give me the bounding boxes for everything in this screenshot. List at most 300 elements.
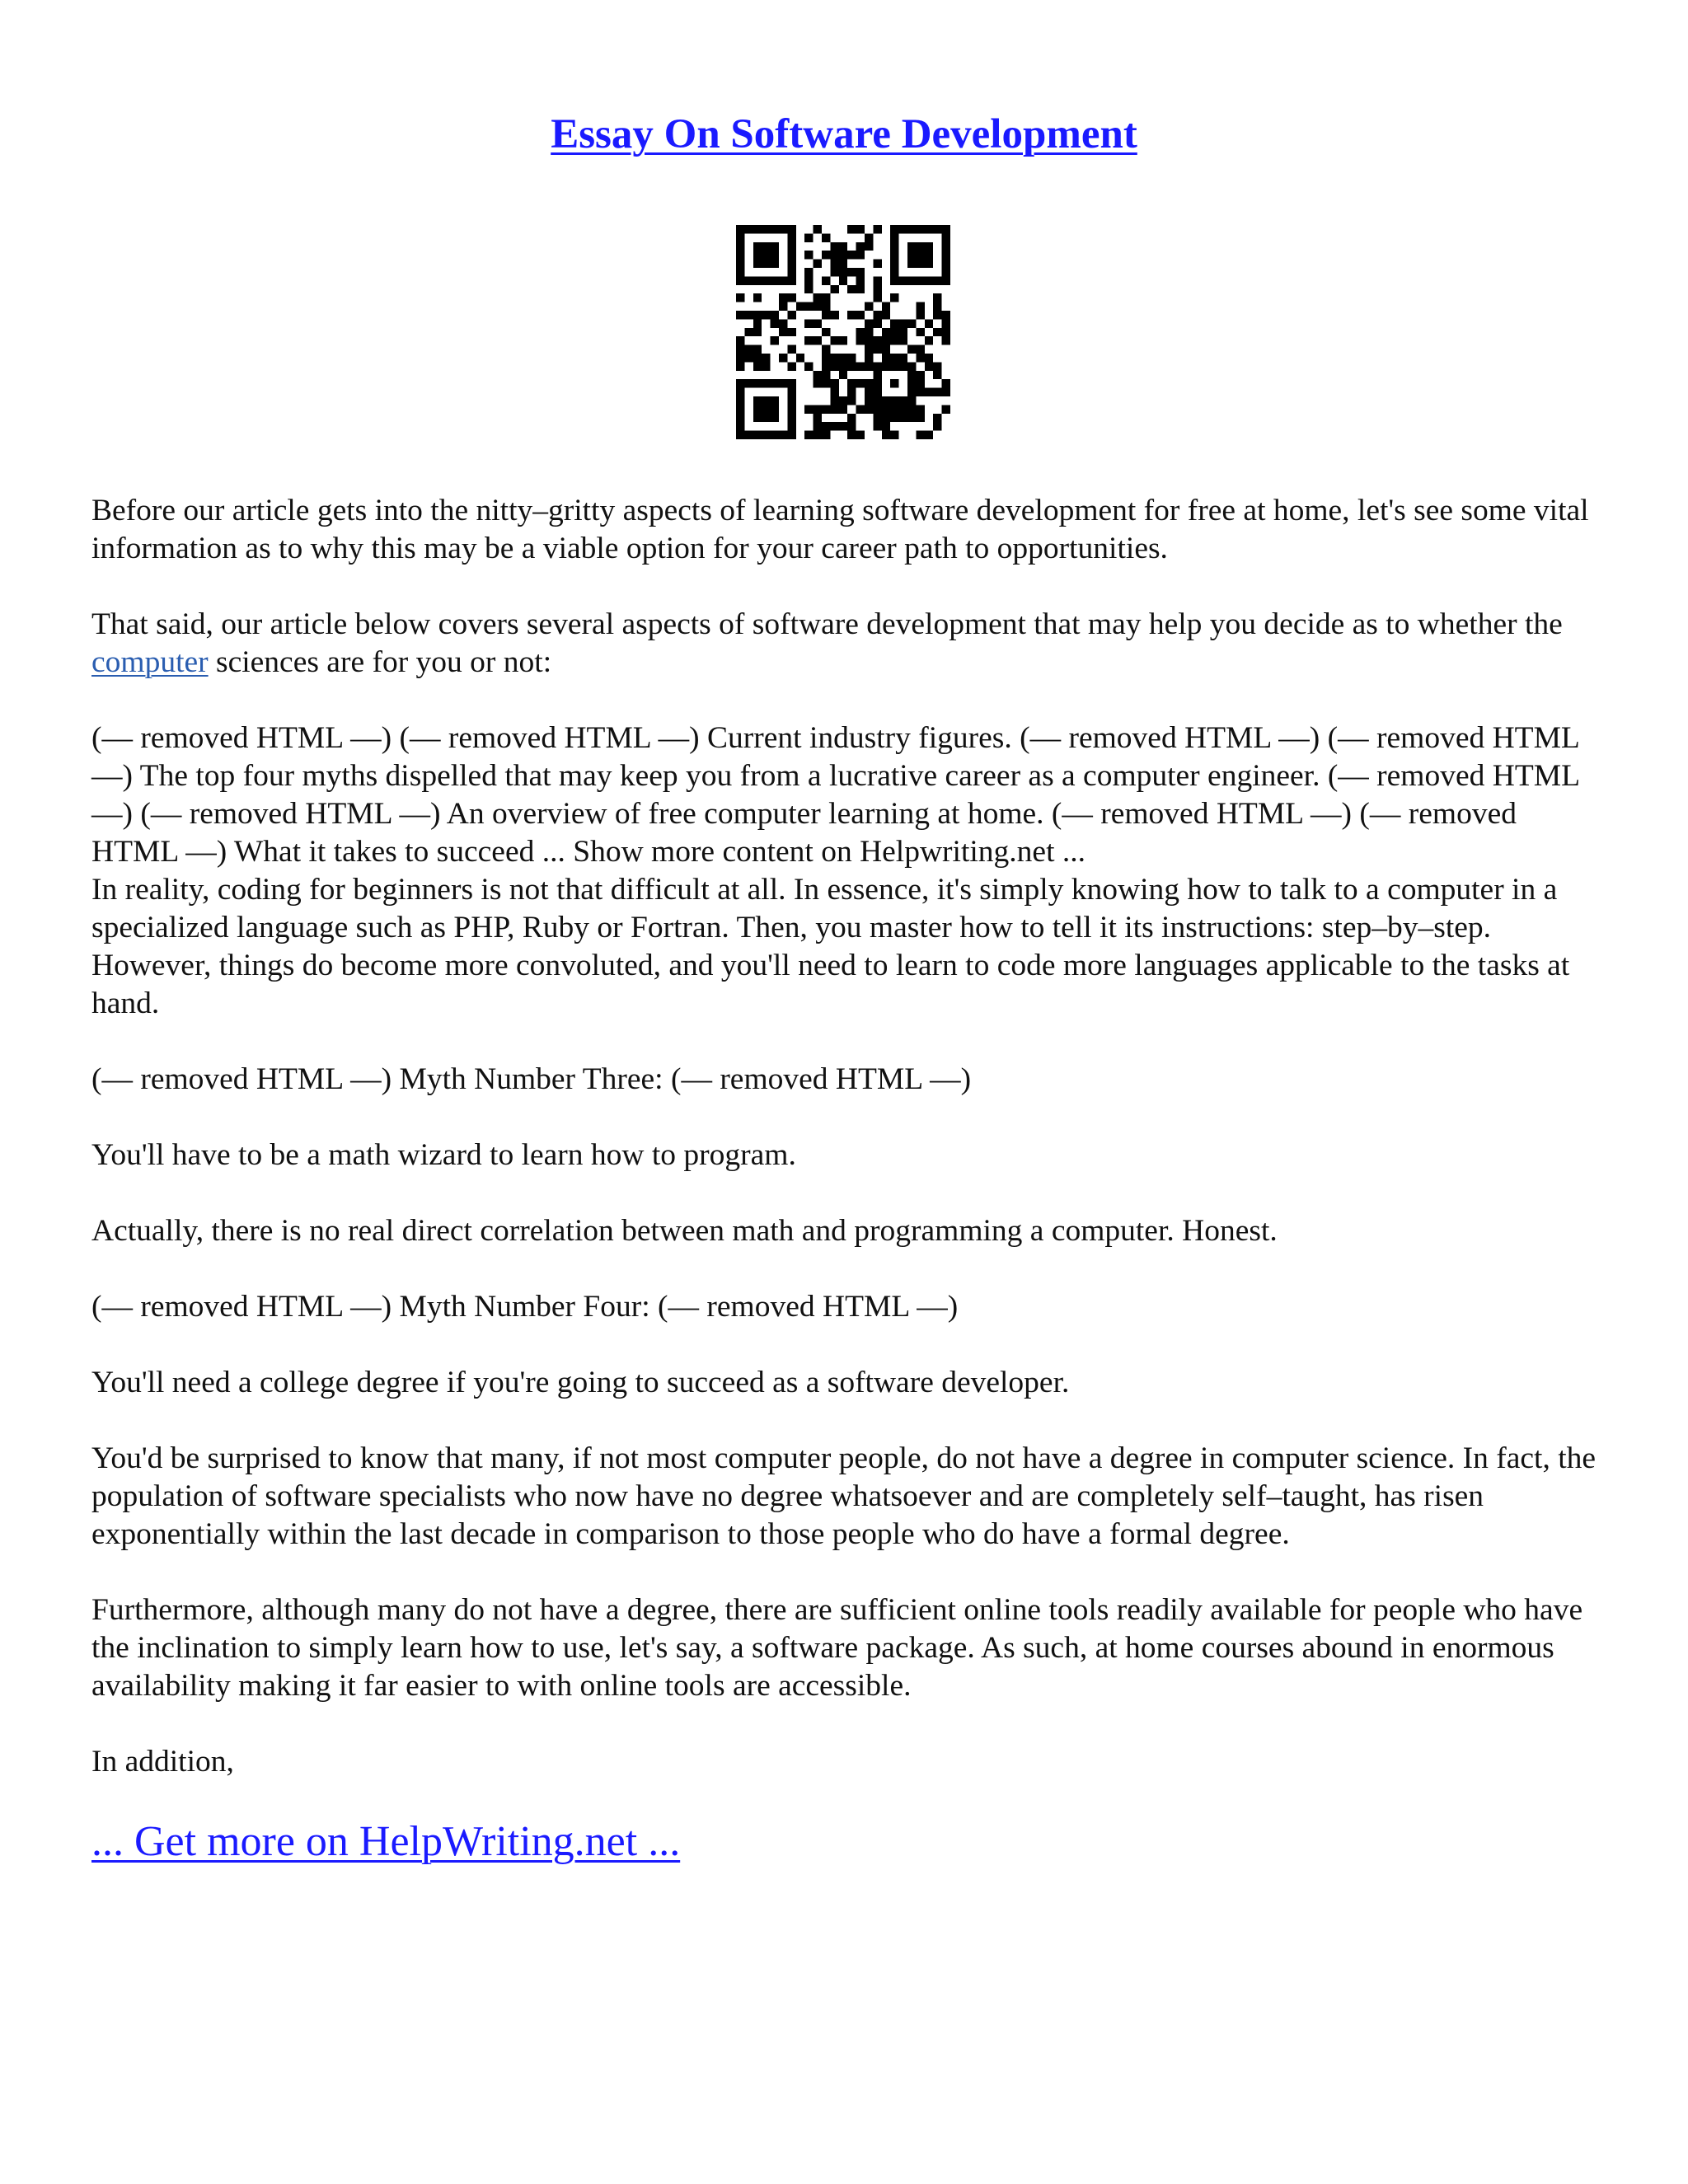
qr-module [882,336,890,344]
qr-module [925,251,933,259]
qr-module [899,362,907,370]
qr-module [771,251,779,259]
paragraph-myth-four: You'll need a college degree if you're going to succeed as a software developer. [91,1366,1070,1399]
qr-module [753,225,762,233]
qr-module [907,276,916,284]
qr-module [830,405,838,413]
qr-module [762,242,770,251]
qr-module [787,311,795,319]
qr-module [916,405,924,413]
qr-module [753,319,762,327]
qr-module [744,354,753,362]
qr-module [736,379,744,387]
qr-module [771,431,779,439]
qr-module [899,354,907,362]
qr-module [779,379,787,387]
qr-module [890,268,898,276]
qr-module [856,362,865,370]
qr-module [736,233,744,241]
qr-module [814,293,822,302]
qr-module [890,362,898,370]
qr-module [787,260,795,268]
qr-module [796,354,804,362]
qr-module [873,319,881,327]
qr-module [916,388,924,396]
qr-module [890,225,898,233]
qr-module [839,260,847,268]
qr-module [873,260,881,268]
qr-module [907,379,916,387]
qr-module [847,268,856,276]
qr-module [933,276,941,284]
qr-module [873,285,881,293]
qr-module [736,405,744,413]
qr-module [830,396,838,405]
qr-module [814,260,822,268]
qr-module [822,251,830,259]
qr-module [882,405,890,413]
qr-module [942,276,950,284]
qr-module [830,379,838,387]
qr-module [890,396,898,405]
qr-module [847,379,856,387]
qr-module [942,388,950,396]
qr-module [822,233,830,241]
qr-module [830,388,838,396]
qr-module [839,405,847,413]
qr-module [814,379,822,387]
qr-module [753,405,762,413]
qr-module [882,345,890,354]
qr-module [847,414,856,422]
qr-module [762,362,770,370]
qr-module [856,268,865,276]
paragraph-myth-three-heading: (— removed HTML —) Myth Number Three: (— removed HTML —) [91,1062,972,1096]
qr-module [822,354,830,362]
qr-module [762,379,770,387]
qr-module [787,233,795,241]
qr-module [814,405,822,413]
qr-module [873,362,881,370]
qr-module [856,242,865,251]
qr-module [839,276,847,284]
qr-module [873,405,881,413]
qr-module [771,276,779,284]
qr-module [822,405,830,413]
qr-module [856,311,865,319]
qr-module [779,302,787,311]
qr-module [865,362,873,370]
qr-module [942,328,950,336]
qr-module [882,362,890,370]
qr-module [839,336,847,344]
qr-module [907,345,916,354]
qr-module [873,379,881,387]
qr-module [736,336,744,344]
qr-module [890,379,898,387]
qr-module [779,328,787,336]
qr-module [899,405,907,413]
qr-module [925,354,933,362]
qr-module [753,311,762,319]
get-more-link[interactable]: ... Get more on HelpWriting.net ... [91,1818,681,1865]
qr-module [873,311,881,319]
qr-module [916,431,924,439]
qr-module [839,242,847,251]
qr-module [822,371,830,379]
qr-module [865,379,873,387]
qr-module [736,276,744,284]
qr-module [736,345,744,354]
qr-module [925,388,933,396]
qr-module [890,251,898,259]
qr-module [899,396,907,405]
qr-module [814,319,822,327]
qr-module [882,431,890,439]
qr-module [779,431,787,439]
paragraph-overview [91,606,1600,682]
qr-module [822,293,830,302]
qr-module [771,414,779,422]
qr-module [753,242,762,251]
qr-module [736,414,744,422]
qr-module [916,345,924,354]
qr-module [890,233,898,241]
qr-module [873,276,881,284]
qr-module [787,293,795,302]
qr-module [933,302,941,311]
qr-module [933,388,941,396]
qr-module [787,422,795,430]
qr-module [882,354,890,362]
qr-module [907,405,916,413]
qr-module [882,302,890,311]
qr-module [890,336,898,344]
qr-module [907,225,916,233]
qr-module [847,362,856,370]
qr-module [804,319,813,327]
qr-module [847,388,856,396]
qr-module [814,302,822,311]
qr-module [847,422,856,430]
qr-module [925,225,933,233]
qr-module [847,396,856,405]
qr-module [753,354,762,362]
qr-module [873,293,881,302]
qr-module [856,405,865,413]
qr-module [916,328,924,336]
computer-link[interactable]: computer [91,645,209,679]
qr-module [907,362,916,370]
qr-module [804,336,813,344]
qr-module [771,242,779,251]
qr-module [822,345,830,354]
page-title [0,105,1688,163]
qr-module [882,328,890,336]
qr-module [753,260,762,268]
paragraph-online-tools: Furthermore, although many do not have a degree, there are sufficient online tools readily available for people who have the inclination to simply learn how to use, let's say, a software package. As such, at home courses abound in enormous availability making it far easier to with online tools are accessible. [91,1593,1583,1703]
qr-module [907,319,916,327]
qr-module [890,414,898,422]
qr-module [753,396,762,405]
qr-module [753,328,762,336]
qr-module [753,293,762,302]
qr-module [865,233,873,241]
qr-module [822,431,830,439]
qr-module [736,251,744,259]
qr-module [839,362,847,370]
qr-module [804,362,813,370]
qr-module [890,260,898,268]
qr-module [736,422,744,430]
qr-module [839,268,847,276]
qr-module [925,242,933,251]
qr-module [822,362,830,370]
paragraph-overview-start: That said, our article below covers several aspects of software development that may help you decide as to whether the [91,607,1563,641]
qr-module [736,362,744,370]
qr-module [865,345,873,354]
qr-module [890,405,898,413]
qr-module [916,371,924,379]
qr-module [890,276,898,284]
qr-module [856,431,865,439]
qr-module [830,242,838,251]
qr-module [856,328,865,336]
qr-module [787,388,795,396]
qr-module [933,362,941,370]
qr-module [787,431,795,439]
qr-module [830,354,838,362]
qr-module [899,319,907,327]
qr-module [787,268,795,276]
qr-code-icon [736,225,950,439]
qr-module [847,285,856,293]
qr-module [762,260,770,268]
qr-module [771,336,779,344]
qr-module [787,225,795,233]
qr-module [925,431,933,439]
qr-module [890,319,898,327]
qr-module [736,260,744,268]
qr-module [762,414,770,422]
qr-module [787,396,795,405]
article-body [91,492,1600,1819]
qr-module [916,225,924,233]
qr-module [847,225,856,233]
qr-module [925,276,933,284]
qr-module [873,388,881,396]
qr-module [933,225,941,233]
qr-module [830,251,838,259]
qr-module [916,242,924,251]
qr-module [847,354,856,362]
qr-module [865,354,873,362]
qr-module [890,242,898,251]
qr-module [873,371,881,379]
qr-module [787,345,795,354]
qr-module [916,260,924,268]
qr-module [865,388,873,396]
qr-module [822,311,830,319]
qr-module [804,276,813,284]
qr-module [762,225,770,233]
qr-module [847,251,856,259]
qr-module [865,328,873,336]
qr-module [779,319,787,327]
qr-module [890,293,898,302]
qr-module [830,260,838,268]
title-link[interactable]: Essay On Software Development [551,111,1137,157]
qr-module [865,336,873,344]
qr-module [925,319,933,327]
qr-module [925,362,933,370]
qr-module [942,251,950,259]
qr-module [771,396,779,405]
qr-module [856,251,865,259]
qr-module [942,379,950,387]
qr-module [830,336,838,344]
paragraph-topics: (— removed HTML —) (— removed HTML —) Current industry figures. (— removed HTML —) (— removed HTML —) The top four myths dispelled that may keep you from a lucrative career as a computer engineer. (— removed HTML —) (— removed HTML —) An overview of free computer learning at home. (— removed HTML —) (— removed HTML —) What it takes to succeed ... Show more content on Helpwriting.net ... [91,721,1579,869]
qr-module [942,260,950,268]
qr-module [804,268,813,276]
qr-module [779,276,787,284]
qr-module [942,225,950,233]
qr-module [762,431,770,439]
qr-module [814,225,822,233]
qr-module [787,328,795,336]
qr-module [907,251,916,259]
qr-module [753,414,762,422]
paragraph-in-addition: In addition, [91,1745,234,1779]
qr-module [762,251,770,259]
qr-module [873,422,881,430]
qr-module [814,431,822,439]
qr-module [899,276,907,284]
qr-module [942,405,950,413]
qr-module [907,414,916,422]
qr-module [753,362,762,370]
qr-module [804,302,813,311]
qr-module [753,276,762,284]
qr-module [736,293,744,302]
qr-module [907,260,916,268]
qr-module [899,328,907,336]
qr-module [882,396,890,405]
qr-module [744,379,753,387]
qr-module [856,276,865,284]
qr-module [822,328,830,336]
qr-module [804,285,813,293]
qr-module [873,336,881,344]
qr-module [890,328,898,336]
paragraph-reality: In reality, coding for beginners is not that difficult at all. In essence, it's simply knowing how to talk to a computer in a specialized language such as PHP, Ruby or Fortran. Then, you master how to tell it its instructions: step–by–step. However, things do become more convoluted, and you'll need to learn to code more languages applicable to the tasks at hand. [91,873,1570,1020]
qr-module [847,431,856,439]
qr-module [814,371,822,379]
qr-module [882,414,890,422]
qr-module [873,345,881,354]
qr-module [839,371,847,379]
qr-module [916,276,924,284]
qr-module [787,405,795,413]
qr-module [771,260,779,268]
qr-module [856,336,865,344]
qr-module [744,225,753,233]
qr-module [916,414,924,422]
qr-module [882,422,890,430]
qr-module [787,379,795,387]
qr-module [736,242,744,251]
qr-module [839,422,847,430]
qr-module [830,311,838,319]
qr-module [933,311,941,319]
qr-module [796,302,804,311]
qr-module [933,371,941,379]
qr-module [762,276,770,284]
qr-module [736,396,744,405]
qr-module [942,311,950,319]
qr-module [787,242,795,251]
qr-module [787,251,795,259]
qr-module [839,354,847,362]
qr-module [804,431,813,439]
qr-module [814,422,822,430]
qr-module [814,336,822,344]
qr-module [771,405,779,413]
qr-module [736,431,744,439]
qr-module [916,354,924,362]
qr-module [907,388,916,396]
qr-module [804,233,813,241]
qr-module [822,276,830,284]
qr-module [865,319,873,327]
qr-module [865,396,873,405]
qr-module [856,225,865,233]
qr-module [907,396,916,405]
qr-module [744,311,753,319]
qr-module [925,336,933,344]
qr-module [804,251,813,259]
qr-module [771,319,779,327]
paragraph-math: Actually, there is no real direct correlation between math and programming a computer. Honest. [91,1214,1278,1248]
qr-module [865,405,873,413]
qr-module [942,268,950,276]
qr-module [753,345,762,354]
paragraph-intro: Before our article gets into the nitty–gritty aspects of learning software development for free at home, let's see some vital information as to why this may be a viable option for your career path to opportunities. [91,494,1589,565]
qr-module [762,354,770,362]
qr-module [942,242,950,251]
qr-module [804,405,813,413]
qr-module [942,336,950,344]
qr-module [873,396,881,405]
qr-module [873,414,881,422]
qr-module [847,311,856,319]
qr-module [787,276,795,284]
qr-module [762,396,770,405]
qr-module [899,414,907,422]
qr-module [856,379,865,387]
qr-module [830,268,838,276]
qr-module [822,422,830,430]
qr-module [753,379,762,387]
paragraph-degree: You'd be surprised to know that many, if not most computer people, do not have a degree in computer science. In fact, the population of software specialists who now have no degree whatsoever and are completely self–taught, has risen exponentially within the last decade in comparison to those people who do have a formal degree. [91,1441,1597,1551]
qr-module [762,311,770,319]
qr-module [907,242,916,251]
qr-module [822,379,830,387]
qr-module [942,319,950,327]
qr-module [865,242,873,251]
qr-module [736,311,744,319]
qr-module [830,285,838,293]
